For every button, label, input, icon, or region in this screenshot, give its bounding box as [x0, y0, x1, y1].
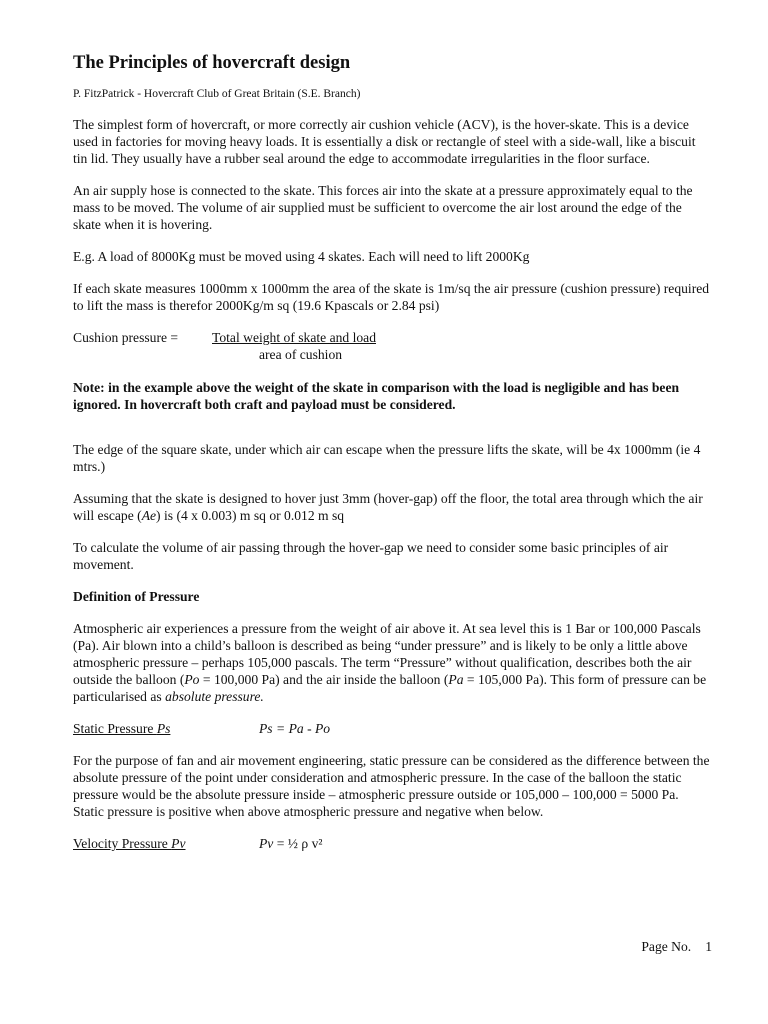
author-line: P. FitzPatrick - Hovercraft Club of Great Britain (S.E. Branch) — [73, 88, 361, 100]
page-number-footer — [641, 938, 712, 955]
static-pressure-label: Static Pressure Ps — [73, 721, 171, 736]
po-symbol: Po — [184, 672, 200, 687]
page-number: 1 — [705, 939, 712, 954]
definition-heading: Definition of Pressure — [73, 589, 200, 604]
paragraph-hover-skate: The simplest form of hovercraft, or more correctly air cushion vehicle (ACV), is the hover-skate. This is a device used in factories for moving heavy loads. It is essentially a disk or rectangle of steel with a side-wall, like a biscuit tin lid. They usually have a rubber seal around the edge to accommodate irregularities in the floor surface. — [73, 117, 696, 166]
pa-symbol: Pa — [448, 672, 464, 687]
paragraph-example-load: E.g. A load of 8000Kg must be moved using 4 skates. Each will need to lift 2000Kg — [73, 249, 530, 264]
static-pressure-row — [73, 720, 713, 737]
document-page — [73, 52, 713, 867]
paragraph-skate-area: If each skate measures 1000mm x 1000mm the area of the skate is 1m/sq the air pressure (cushion pressure) required to lift the mass is therefor 2000Kg/m sq (19.6 Kpascals or 2.84 psi) — [73, 281, 710, 313]
absolute-pressure-term: absolute pressure. — [165, 689, 264, 704]
page-label: Page No. — [641, 939, 692, 954]
cushion-formula-denominator: area of cushion — [259, 347, 343, 362]
velocity-pressure-label: Velocity Pressure Pv — [73, 836, 186, 851]
paragraph-hover-gap: Assuming that the skate is designed to hover just 3mm (hover-gap) off the floor, the total area through which the air will escape (Ae) is (4 x 0.003) m sq or 0.012 m sq — [73, 491, 703, 523]
paragraph-air-movement: To calculate the volume of air passing through the hover-gap we need to consider some basic principles of air movement. — [73, 540, 669, 572]
cushion-formula-numerator: Total weight of skate and load — [212, 330, 377, 345]
document-title: The Principles of hovercraft design — [73, 53, 351, 73]
static-pressure-formula: Ps = Pa - Po — [259, 721, 331, 736]
cushion-formula-label: Cushion pressure = — [73, 330, 179, 345]
paragraph-static-pressure: For the purpose of fan and air movement engineering, static pressure can be considered as the difference between the absolute pressure of the point under consideration and atmospheric pressure. In the case of the balloon the static pressure would be the absolute pressure inside – atmospheric pressure outside or 105,000 – 100,000 = 5000 Pa. Static pressure is positive when above atmospheric pressure and negative when below. — [73, 753, 710, 819]
paragraph-atmospheric: Atmospheric air experiences a pressure from the weight of air above it. At sea level this is 1 Bar or 100,000 Pascals (Pa). Air blown into a child’s balloon is described as being “under pressure” and is likely to be only a little above atmospheric pressure – perhaps 105,000 pascals. The term “Pressure” without qualification, describes both the air outside the balloon (Po = 100,000 Pa) and the air inside the balloon (Pa = 105,000 Pa). This form of pressure can be particularised as absolute pressure. — [73, 621, 707, 704]
note-paragraph: Note: in the example above the weight of the skate in comparison with the load is negligible and has been ignored. In hovercraft both craft and payload must be considered. — [73, 380, 680, 412]
velocity-pressure-formula: Pv = ½ ρ v² — [259, 836, 323, 851]
paragraph-skate-edge: The edge of the square skate, under which air can escape when the pressure lifts the skate, will be 4x 1000mm (ie 4 mtrs.) — [73, 442, 701, 474]
paragraph-air-supply: An air supply hose is connected to the skate. This forces air into the skate at a pressure approximately equal to the mass to be moved. The volume of air supplied must be sufficient to overcome the air lost around the edge of the skate when it is hovering. — [73, 183, 693, 232]
ae-symbol: Ae — [141, 508, 157, 523]
velocity-pressure-row — [73, 835, 713, 852]
cushion-pressure-formula — [73, 329, 713, 363]
